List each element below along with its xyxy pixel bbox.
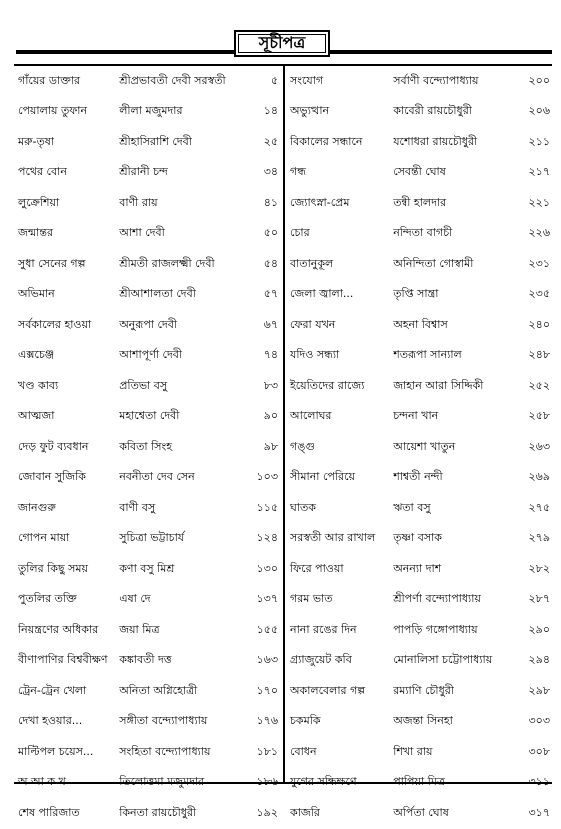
entry-title: পথের বোন [18,165,67,179]
entry-title: জ্যোৎস্না-প্রেম [290,195,350,209]
entry-author: কিনতা রায়চৌধুরী [119,805,197,819]
contents-row [16,97,282,128]
entry-title: জানগুরু [18,500,56,514]
entry-page: ১৫৫ [256,622,278,636]
entry-author: শ্রীমতী রাজলক্ষ্মী দেবী [119,256,215,270]
entry-author: নন্দিতা বাগচী [393,226,453,240]
entry-page: ৯০ [263,409,278,423]
entry-page: ৫৪ [263,256,278,270]
entry-author: রম্যাণি চৌধুরী [393,683,454,697]
contents-row [16,280,282,311]
entry-title: গ্র্যাজুয়েট কবি [290,653,352,667]
contents-row [286,463,552,494]
entry-page: ৩০৩ [528,714,550,728]
entry-author: অজন্তা সিনহা [393,714,453,728]
entry-title: ইয়েতিদের রাজ্যে [290,378,365,392]
contents-row [286,280,552,311]
entry-title: ফেরা যখন [290,317,336,331]
contents-row [286,341,552,372]
entry-page: ২৮৭ [528,592,550,606]
entry-title: চকমকি [290,714,321,728]
entry-author: মোনালিসা চট্টোপাধ্যায় [393,653,493,667]
contents-row [16,646,282,677]
entry-author: শ্রীআশালতা দেবী [119,287,196,301]
entry-author: নবনীতা দেব সেন [119,470,195,484]
entry-title: মাল্টিপল চয়েস... [18,744,94,758]
entry-author: বাণী রায় [119,195,158,209]
entry-author: সেবন্তী ঘোষ [393,165,446,179]
entry-author: তিলোত্তমা মজুমদার [119,775,205,789]
contents-row [286,493,552,524]
contents-row [16,676,282,707]
entry-title: পেয়ালায় তুফান [18,104,88,118]
entry-page: ২২৬ [528,226,550,240]
entry-page: ২৫২ [528,378,550,392]
entry-page: ৮৩ [263,378,278,392]
entry-title: জেলা জ্বালা... [290,287,354,301]
entry-title: বোধন [290,744,317,758]
title-banner [16,30,552,58]
entry-page: ১৬৩ [256,653,278,667]
contents-row [16,188,282,219]
entry-author: পাপড়ি গঙ্গোপাধ্যায় [393,622,478,636]
contents-row [16,493,282,524]
entry-author: যশোধরা রায়চৌধুরী [393,134,478,148]
entry-title: অভিমান [18,287,55,301]
entry-title: গঙ্গু [290,439,316,453]
entry-page: ১৮৬ [256,775,278,789]
entry-author: তৃষ্ণা বসাক [393,531,442,545]
entry-title: যুগের সন্ধিক্ষণে [290,775,357,789]
entry-title: দেখা হওয়ার... [18,714,83,728]
contents-row [286,219,552,250]
entry-author: শ্রীহাসিরাশি দেবী [119,134,192,148]
contents-row [16,432,282,463]
entry-title: অকালবেলার গল্প [290,683,366,697]
entry-page: ১২৪ [256,531,278,545]
contents-row [286,737,552,768]
contents-row [286,188,552,219]
entry-page: ২৪০ [528,317,550,331]
contents-row [286,97,552,128]
entry-title: পুতলির তক্তি [18,592,77,606]
entry-author: অর্পিতা ঘোষ [393,805,449,819]
entry-author: কবিতা সিংহ [119,439,173,453]
entry-page: ১৩০ [256,561,278,575]
contents-row [16,310,282,341]
entry-title: চোর [290,226,310,240]
entry-page: ২৯৪ [528,653,550,667]
entry-page: ২০০ [528,73,550,87]
entry-title: সুধা সেনের গল্প [18,256,86,270]
entry-title: অভ্যুত্থান [290,104,330,118]
contents-row [16,249,282,280]
contents-row [286,402,552,433]
entry-author: আয়েশা খাতুন [393,439,456,453]
entry-page: ২৫৮ [528,409,550,423]
entry-author: কঙ্কাবতী দত্ত [119,653,172,667]
entry-author: জাহান আরা সিদ্দিকী [393,378,484,392]
entry-author: অনুরূপা দেবী [119,317,177,331]
entry-author: লীলা মজুমদার [119,104,183,118]
contents-row [286,707,552,738]
entry-author: সংহিতা বন্দ্যোপাধ্যায় [119,744,211,758]
entry-title: মরু-তৃষা [18,134,55,148]
entry-author: তন্বী হালদার [393,195,447,209]
entry-page: ২৫ [263,134,278,148]
entry-author: সর্বাণী বন্দ্যোপাধ্যায় [393,73,479,87]
entry-author: শাশ্বতী নন্দী [393,470,443,484]
entry-author: চন্দনা খান [393,409,439,423]
entry-author: সুচিত্রা ভট্টাচার্য [119,531,185,545]
entry-page: ৬৭ [263,317,278,331]
entry-title: আত্মজা [18,409,55,423]
entry-title: শেষ পারিজাত [18,805,80,819]
entry-page: ১৩৭ [256,592,278,606]
entry-page: ২১১ [528,134,550,148]
entry-title: বীণাপাণির বিশ্ববীক্ষণ [18,653,108,667]
entry-page: ১৭০ [256,683,278,697]
entry-title: যদিও সন্ধ্যা [290,348,340,362]
title-box [234,30,330,57]
entry-author: প্রতিভা বসু [119,378,168,392]
entry-title: ফিরে পাওয়া [290,561,344,575]
contents-row [16,524,282,555]
entry-page: ৯৮ [263,439,278,453]
contents-row [286,249,552,280]
left-column [16,66,282,829]
entry-title: আলোঘর [290,409,332,423]
entry-page: ১৭৬ [256,714,278,728]
entry-author: শ্রীপ্রভাবতী দেবী সরস্বতী [119,73,226,87]
contents-row [286,585,552,616]
entry-page: ২৩১ [528,256,550,270]
entry-title: গাঁয়ের ডাক্তার [18,73,81,87]
contents-row [16,798,282,829]
entry-title: এক্সচেঞ্জ [18,348,55,362]
contents-row [286,66,552,97]
contents-row [16,768,282,799]
entry-title: নিয়ন্ত্রণের অধিকার [18,622,99,636]
entry-page: ৫০ [263,226,278,240]
entry-author: জয়া মিত্র [119,622,160,636]
contents-row [286,768,552,799]
entry-author: অনিতা অগ্নিহোত্রী [119,683,198,697]
contents-row [16,371,282,402]
contents-row [16,158,282,189]
entry-author: আশা দেবী [119,226,165,240]
entry-page: ৩১১ [528,775,550,789]
entry-page: ২৪৮ [528,348,550,362]
entry-author: অহনা বিশ্বাস [393,317,448,331]
entry-page: ২১৭ [528,165,550,179]
contents-row [16,615,282,646]
entry-author: মহাশ্বেতা দেবী [119,409,180,423]
entry-author: কাবেরী রায়চৌধুরী [393,104,472,118]
contents-row [16,463,282,494]
entry-page: ২৯০ [528,622,550,636]
contents-row [16,402,282,433]
contents-row [16,554,282,585]
entry-author: পাপিয়া মিত্র [393,775,445,789]
entry-title: দেড় ফুট ব্যবধান [18,439,89,453]
contents-row [16,66,282,97]
entry-page: ২৭৯ [528,531,550,545]
entry-page: ১৪ [263,104,278,118]
contents-row [286,127,552,158]
entry-author: আশাপূর্ণা দেবী [119,348,183,362]
entry-title: বিকালের সন্ধানে [290,134,363,148]
entry-page: ১৯২ [256,805,278,819]
entry-page: ৭৪ [263,348,278,362]
entry-author: শ্রীপর্ণা বন্দ্যোপাধ্যায় [393,592,481,606]
entry-title: সরস্বতী আর রাখাল [290,531,376,545]
entry-page: ৪১ [263,195,278,209]
entry-title: সীমানা পেরিয়ে [290,470,355,484]
entry-author: সঙ্গীতা বন্দ্যোপাধ্যায় [119,714,208,728]
contents-row [286,554,552,585]
entry-author: কণা বসু মিশ্র [119,561,175,575]
entry-title: অ আ ক খ [18,775,66,789]
entry-page: ৩৪ [263,165,278,179]
entry-author: শতরূপা সান্যাল [393,348,462,362]
column-divider [283,64,285,784]
entry-title: ট্রেন-ট্রেন খেলা [18,683,87,697]
contents-row [16,127,282,158]
entry-page: ৩১৭ [528,805,550,819]
entry-title: নানা রঙের দিন [290,622,357,636]
entry-page: ২৬৩ [528,439,550,453]
entry-author: শ্রীরানী চন্দ [119,165,168,179]
entry-author: অনন্যা দাশ [393,561,442,575]
entry-page: ২৯৮ [528,683,550,697]
contents-row [286,310,552,341]
entry-page: ২৬৯ [528,470,550,484]
contents-row [16,219,282,250]
entry-author: শিখা রায় [393,744,433,758]
entry-page: ২২১ [528,195,550,209]
entry-title: লুক্রেশিয়া [18,195,60,209]
entry-title: ঘাতক [290,500,316,514]
entry-page: ২৭৫ [528,500,550,514]
entry-page: ২০৬ [528,104,550,118]
entry-title: জন্মান্তর [18,226,53,240]
contents-row [286,798,552,829]
entry-page: ১১৫ [256,500,278,514]
entry-page: ৩০৮ [528,744,550,758]
contents-row [16,737,282,768]
entry-title: সংযোগ [290,73,324,87]
contents-row [286,676,552,707]
entry-title: গোপন মায়া [18,531,70,545]
entry-page: ৫৭ [263,287,278,301]
page-title: সূচীপত্র [258,33,306,52]
entry-title: জোবান সুজিকি [18,470,86,484]
contents-row [286,432,552,463]
entry-author: অনিন্দিতা গোস্বামী [393,256,474,270]
contents-row [286,371,552,402]
entry-title: কাজরি [290,805,320,819]
entry-title: গরম ভাত [290,592,333,606]
contents-row [286,524,552,555]
entry-author: ঋতা বসু [393,500,431,514]
entry-title: তুলির কিছু সময় [18,561,89,575]
entry-page: ১৮১ [256,744,278,758]
entry-author: এষা দে [119,592,151,606]
entry-title: খণ্ড কাব্য [18,378,59,392]
contents-row [16,585,282,616]
contents-row [286,615,552,646]
contents-row [16,707,282,738]
entry-page: ২৩৫ [528,287,550,301]
entry-title: গন্ধ [290,165,306,179]
contents-row [16,341,282,372]
right-column [286,66,552,829]
entry-author: তৃপ্তি সান্ত্রা [393,287,439,301]
entry-page: ২৮২ [528,561,550,575]
entry-author: বাণী বসু [119,500,156,514]
contents-row [286,158,552,189]
contents-row [286,646,552,677]
entry-title: বাতানুকূল [290,256,334,270]
entry-page: ১০৩ [256,470,278,484]
entry-title: সর্বকালের হাওয়া [18,317,92,331]
entry-page: ৫ [270,73,278,87]
